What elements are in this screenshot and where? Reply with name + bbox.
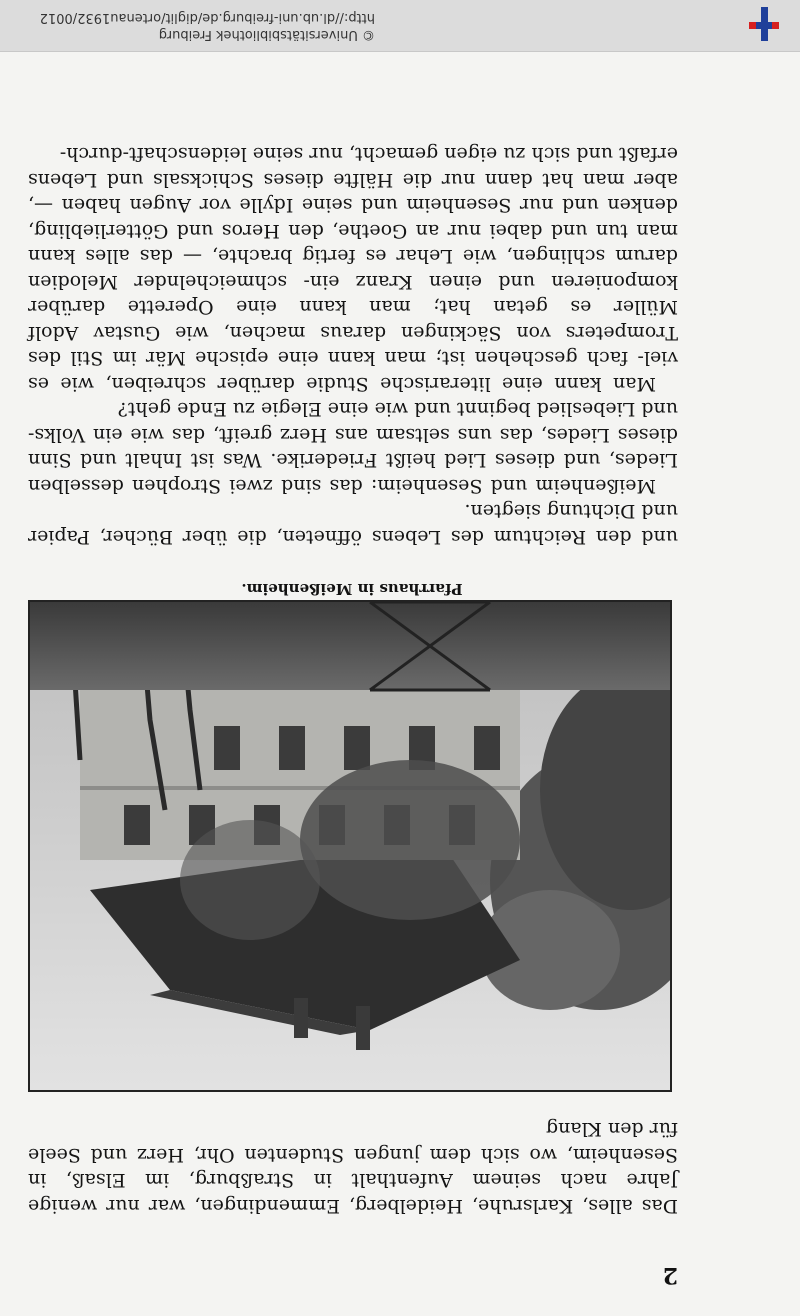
photo-caption: Pfarrhaus in Meißenheim. [241,580,463,598]
paragraph-bottom-1: und den Reichtum des Lebens öffneten, die über Bücher, Papier und Dichtung siegten. [28,500,678,548]
paragraph-bottom-2 [28,396,678,498]
paragraph-bottom-3-text: Man kann eine literarische Studie darüber schreiben, wie es viel- fach geschehen ist; man kann eine epische Mär im Stil des Trompeters von Säckingen daraus machen, wie Gustav Adolf Müller es getan hat; man kann eine Operette darüber komponieren und einen Kranz ein- schmeichelnder Melodien darum schlingen, wie Lehar es fertig brachte, — das alles kann man tun und dabei nur an Goethe, den Heros und Götterliebling, denken und nur Sesenheim und seine Idylle vor Augen haben —, aber man hat dann nur die Hälfte dieses Schicksals und Lebens erfaßt und sich zu eigen gemacht, nur seine leidenschaft-durch- [28,143,678,395]
paragraph-bottom-2-text: Meißenheim und Sesenheim: das sind zwei Strophen desselben Liedes, und dieses Lied heißt Friederike. Was ist Inhalt und Sinn dieses Liedes, das uns seltsam ans Herz greift, das wie ein Volks- und Liebeslied beginnt und wie eine Elegie zu Ende geht? [28,398,678,497]
paragraph-bottom-3 [28,141,678,396]
viewer-toolbar [0,0,800,52]
university-library-logo-icon [746,7,782,41]
paragraph-bottom [28,141,678,549]
book-page [0,52,800,1316]
source-url-link[interactable]: http://dl.ub.uni-freiburg.de/diglit/ortenau1932/0012 [39,10,375,25]
parsonage-photo [28,600,672,1092]
parsonage-photo-image [30,602,670,1090]
copyright-text: © Universitätsbibliothek Freiburg [158,27,375,42]
paragraph-top [28,1116,678,1218]
source-info [15,9,375,43]
page-number: 2 [662,1262,678,1288]
paragraph-top-text: Das alles, Karlsruhe, Heidelberg, Emmendingen, war nur wenige Jahre nach seinem Aufenthalt in Straßburg, im Elsaß, in Sesenheim, wo sich dem jungen Studenten Ohr, Herz und Seele für den Klang [28,1118,678,1217]
